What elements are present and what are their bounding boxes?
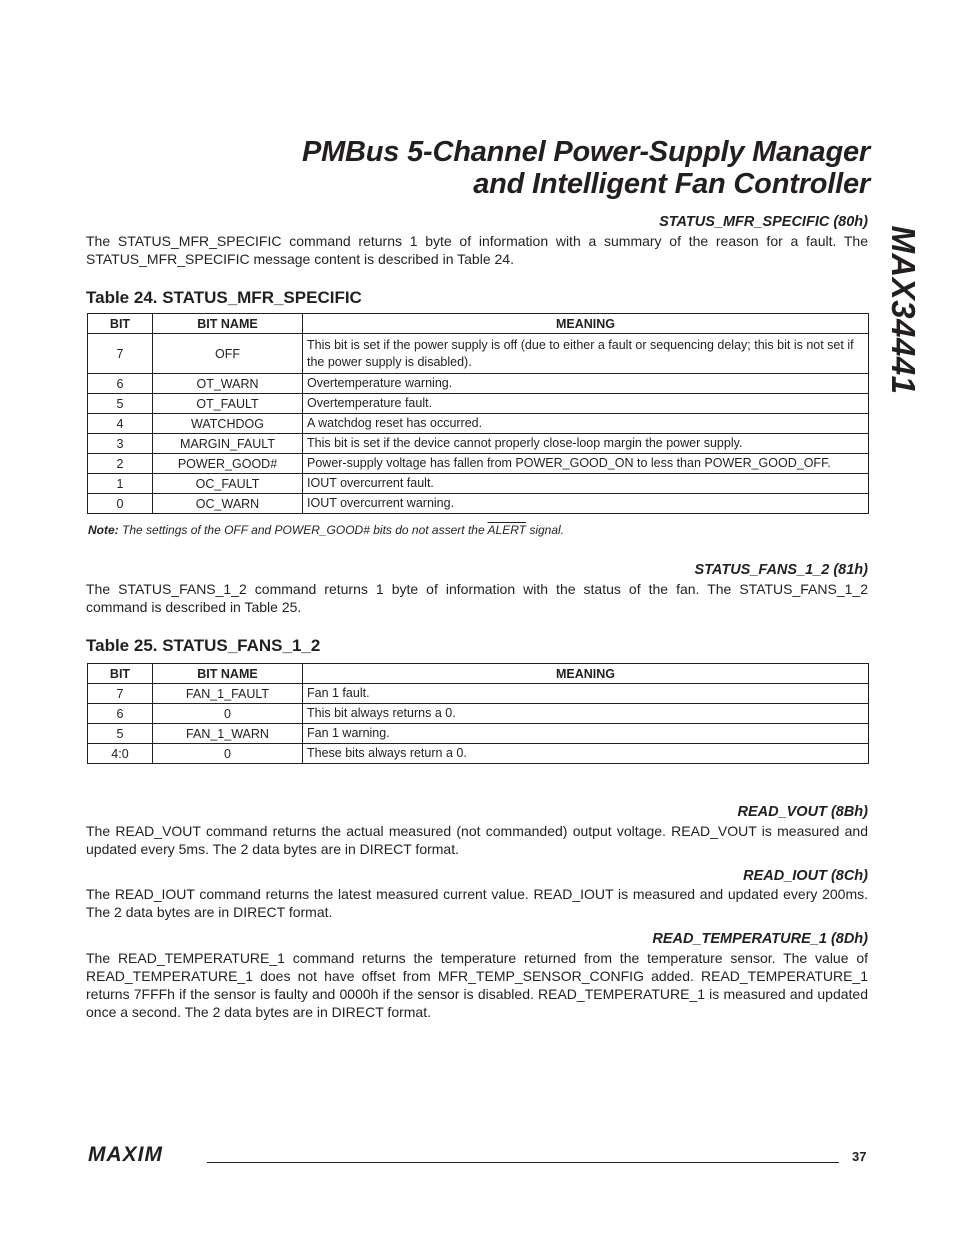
section-heading-read-vout: READ_VOUT (8Bh) (737, 804, 868, 820)
table-cell-meaning: Fan 1 warning. (303, 724, 869, 744)
alert-signal-name: ALERT (487, 523, 526, 537)
maxim-logo-text: MAXIM (88, 1144, 163, 1164)
table-row (88, 684, 869, 704)
page-title (100, 136, 870, 200)
table-cell-bit-name: OC_WARN (153, 494, 303, 514)
table24-header-bit-name: BIT NAME (153, 314, 303, 334)
table-row (88, 474, 869, 494)
table-cell-bit-name: MARGIN_FAULT (153, 434, 303, 454)
table-cell-bit-name: OT_FAULT (153, 394, 303, 414)
table-cell-bit: 4 (88, 414, 153, 434)
table-cell-meaning: This bit is set if the power supply is off (due to either a fault or sequencing delay; this bit is not set if the power supply is disabled). (303, 334, 869, 374)
table25-header-meaning: MEANING (303, 664, 869, 684)
footer-rule (207, 1162, 839, 1163)
table-row (88, 374, 869, 394)
section-heading-read-iout: READ_IOUT (8Ch) (743, 868, 868, 884)
table-row (88, 704, 869, 724)
table-row (88, 724, 869, 744)
table-cell-meaning: This bit always returns a 0. (303, 704, 869, 724)
table24 (87, 313, 869, 514)
table-cell-bit: 5 (88, 724, 153, 744)
table-row (88, 744, 869, 764)
table-cell-meaning: Overtemperature fault. (303, 394, 869, 414)
table-cell-bit: 3 (88, 434, 153, 454)
table-cell-bit: 7 (88, 334, 153, 374)
section-body-mfr-specific: The STATUS_MFR_SPECIFIC command returns 1 byte of information with a summary of the reason for a fault. The STATUS_MFR_SPECIFIC message content is described in Table 24. (86, 233, 868, 267)
table25-header-bit-name: BIT NAME (153, 664, 303, 684)
note-tail: signal. (529, 523, 565, 537)
table-row (88, 394, 869, 414)
table-cell-bit: 4:0 (88, 744, 153, 764)
table-cell-bit-name: 0 (153, 744, 303, 764)
table-cell-meaning: A watchdog reset has occurred. (303, 414, 869, 434)
section-body-read-temp: The READ_TEMPERATURE_1 command returns the temperature returned from the temperature sensor. The value of READ_TEMPERATURE_1 does not have offset from MFR_TEMP_SENSOR_CONFIG added. READ_TEMPERATURE_1 returns 7FFFh if the sensor is faulty and 0000h if the sensor is disabled. READ_TEMPERATURE_1 is measured and updated once a second. The 2 data bytes are in DIRECT format. (86, 950, 868, 1020)
page-title-line2: and Intelligent Fan Controller (473, 168, 870, 200)
table-cell-meaning: These bits always return a 0. (303, 744, 869, 764)
table-cell-bit-name: POWER_GOOD# (153, 454, 303, 474)
table-cell-bit: 5 (88, 394, 153, 414)
table25 (87, 663, 869, 764)
table-cell-bit-name: OFF (153, 334, 303, 374)
section-body-read-vout: The READ_VOUT command returns the actual measured (not commanded) output voltage. READ_VOUT is measured and updated every 5ms. The 2 data bytes are in DIRECT format. (86, 823, 868, 857)
table-cell-meaning: Fan 1 fault. (303, 684, 869, 704)
table-cell-meaning: This bit is set if the device cannot properly close-loop margin the power supply. (303, 434, 869, 454)
table-row (88, 414, 869, 434)
page-title-line1: PMBus 5-Channel Power-Supply Manager (301, 136, 870, 168)
section-body-read-iout: The READ_IOUT command returns the latest measured current value. READ_IOUT is measured and updated every 200ms. The 2 data bytes are in DIRECT format. (86, 886, 868, 920)
note-label: Note: (88, 523, 119, 537)
table-cell-meaning: IOUT overcurrent warning. (303, 494, 869, 514)
table24-title: Table 24. STATUS_MFR_SPECIFIC (86, 288, 362, 307)
table-row (88, 494, 869, 514)
table-cell-bit-name: FAN_1_FAULT (153, 684, 303, 704)
table-cell-bit: 7 (88, 684, 153, 704)
side-part-number: MAX34441 (885, 225, 922, 395)
table25-header-row (88, 664, 869, 684)
table-cell-bit-name: WATCHDOG (153, 414, 303, 434)
table-cell-bit: 6 (88, 704, 153, 724)
section-body-fans: The STATUS_FANS_1_2 command returns 1 byte of information with the status of the fan. The STATUS_FANS_1_2 command is described in Table 25. (86, 581, 868, 615)
maxim-logo-icon (88, 1144, 200, 1164)
table25-title: Table 25. STATUS_FANS_1_2 (86, 636, 321, 655)
table-cell-meaning: Power-supply voltage has fallen from POWER_GOOD_ON to less than POWER_GOOD_OFF. (303, 454, 869, 474)
table-cell-bit: 1 (88, 474, 153, 494)
table-cell-meaning: Overtemperature warning. (303, 374, 869, 394)
maxim-logo (88, 1144, 200, 1169)
table24-header-meaning: MEANING (303, 314, 869, 334)
section-heading-fans: STATUS_FANS_1_2 (81h) (694, 562, 868, 578)
table24-note (88, 523, 564, 537)
table-cell-bit-name: OT_WARN (153, 374, 303, 394)
table-cell-bit: 6 (88, 374, 153, 394)
table-cell-bit-name: FAN_1_WARN (153, 724, 303, 744)
table24-header-bit: BIT (88, 314, 153, 334)
table25-header-bit: BIT (88, 664, 153, 684)
table-cell-bit: 2 (88, 454, 153, 474)
table-cell-bit: 0 (88, 494, 153, 514)
table-row (88, 454, 869, 474)
table-cell-meaning: IOUT overcurrent fault. (303, 474, 869, 494)
section-heading-mfr-specific: STATUS_MFR_SPECIFIC (80h) (659, 214, 868, 230)
table-row (88, 334, 869, 374)
page-number: 37 (852, 1149, 867, 1164)
section-heading-read-temp: READ_TEMPERATURE_1 (8Dh) (652, 931, 868, 947)
table-cell-bit-name: 0 (153, 704, 303, 724)
table-cell-bit-name: OC_FAULT (153, 474, 303, 494)
table24-header-row (88, 314, 869, 334)
table-row (88, 434, 869, 454)
note-text: The settings of the OFF and POWER_GOOD# bits do not assert the (122, 523, 485, 537)
